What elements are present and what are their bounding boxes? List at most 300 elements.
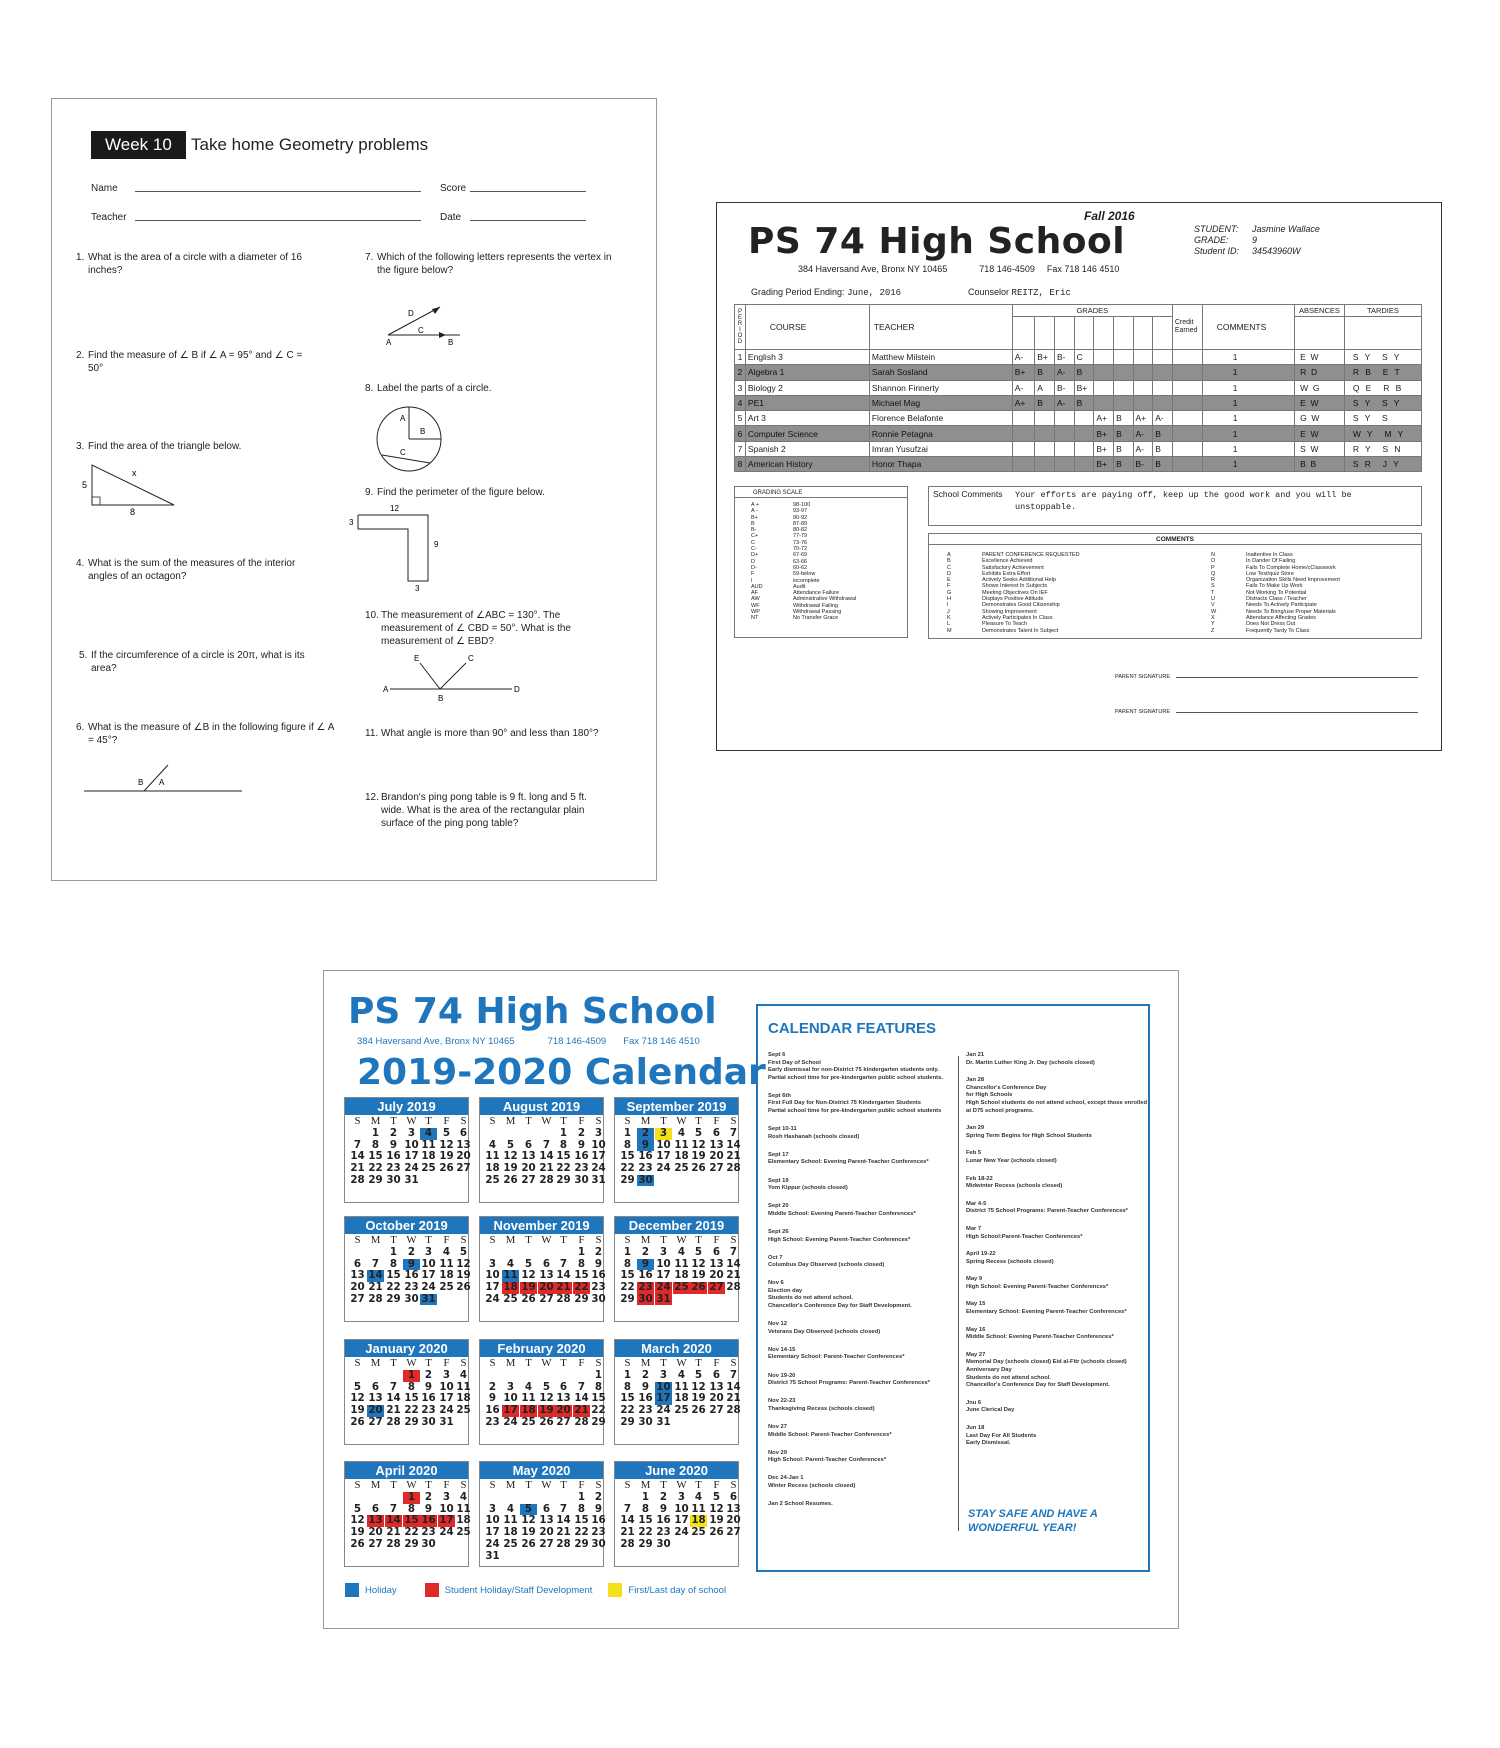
- day-cell[interactable]: 2: [424, 1369, 433, 1381]
- day-cell[interactable]: 12: [709, 1502, 724, 1515]
- day-cell[interactable]: 22: [620, 1404, 635, 1417]
- day-cell[interactable]: 20: [709, 1269, 724, 1282]
- day-cell[interactable]: 18: [421, 1150, 436, 1163]
- day-cell[interactable]: 16: [638, 1269, 653, 1282]
- day-cell[interactable]: 12: [439, 1138, 454, 1151]
- day-cell[interactable]: 31: [485, 1549, 500, 1562]
- day-cell[interactable]: 21: [620, 1526, 635, 1539]
- day-cell[interactable]: 22: [574, 1281, 589, 1294]
- day-cell[interactable]: 1: [641, 1491, 650, 1503]
- day-cell[interactable]: 15: [574, 1269, 589, 1282]
- day-cell[interactable]: 8: [641, 1502, 650, 1515]
- day-cell[interactable]: 14: [350, 1150, 365, 1163]
- day-cell[interactable]: 10: [439, 1502, 454, 1515]
- day-cell[interactable]: 22: [556, 1162, 571, 1175]
- day-cell[interactable]: 11: [691, 1502, 706, 1515]
- day-cell[interactable]: 17: [421, 1269, 436, 1282]
- day-cell[interactable]: 16: [574, 1150, 589, 1163]
- day-cell[interactable]: 6: [559, 1380, 568, 1393]
- day-cell[interactable]: 5: [524, 1257, 533, 1270]
- day-cell[interactable]: 7: [559, 1257, 568, 1270]
- day-cell[interactable]: 27: [521, 1173, 536, 1186]
- day-cell[interactable]: 29: [556, 1173, 571, 1186]
- day-cell[interactable]: 21: [386, 1404, 401, 1417]
- day-cell[interactable]: 26: [521, 1292, 536, 1305]
- parent-signature-2[interactable]: PARENT SIGNATURE: [1115, 709, 1418, 715]
- day-cell[interactable]: 21: [368, 1281, 383, 1294]
- day-cell[interactable]: 30: [638, 1173, 653, 1186]
- day-cell[interactable]: 10: [591, 1138, 606, 1151]
- day-cell[interactable]: 28: [386, 1537, 401, 1550]
- day-cell[interactable]: 7: [623, 1502, 632, 1515]
- day-cell[interactable]: 10: [485, 1514, 500, 1527]
- day-cell[interactable]: 22: [638, 1526, 653, 1539]
- day-cell[interactable]: 7: [542, 1138, 551, 1151]
- day-cell[interactable]: 17: [656, 1392, 671, 1405]
- day-cell[interactable]: 24: [485, 1292, 500, 1305]
- day-cell[interactable]: 18: [439, 1269, 454, 1282]
- day-cell[interactable]: 28: [726, 1281, 741, 1294]
- day-cell[interactable]: 20: [350, 1281, 365, 1294]
- teacher-field[interactable]: Teacher: [91, 212, 421, 223]
- day-cell[interactable]: 23: [638, 1281, 653, 1294]
- day-cell[interactable]: 29: [386, 1292, 401, 1305]
- day-cell[interactable]: 4: [694, 1491, 703, 1503]
- day-cell[interactable]: 19: [456, 1269, 471, 1282]
- day-cell[interactable]: 3: [442, 1369, 451, 1381]
- day-cell[interactable]: 23: [591, 1526, 606, 1539]
- day-cell[interactable]: 27: [539, 1292, 554, 1305]
- day-cell[interactable]: 12: [350, 1514, 365, 1527]
- day-cell[interactable]: 11: [503, 1514, 518, 1527]
- day-cell[interactable]: 14: [556, 1269, 571, 1282]
- day-cell[interactable]: 10: [656, 1380, 671, 1393]
- day-cell[interactable]: 26: [350, 1415, 365, 1428]
- day-cell[interactable]: 19: [691, 1150, 706, 1163]
- day-cell[interactable]: 7: [729, 1127, 738, 1139]
- day-cell[interactable]: 19: [521, 1281, 536, 1294]
- day-cell[interactable]: 18: [521, 1404, 536, 1417]
- day-cell[interactable]: 14: [620, 1514, 635, 1527]
- day-cell[interactable]: 21: [574, 1404, 589, 1417]
- day-cell[interactable]: 31: [656, 1415, 671, 1428]
- day-cell[interactable]: 23: [421, 1526, 436, 1539]
- day-cell[interactable]: 19: [350, 1526, 365, 1539]
- day-cell[interactable]: 27: [368, 1415, 383, 1428]
- day-cell[interactable]: 26: [350, 1537, 365, 1550]
- day-cell[interactable]: 2: [594, 1491, 603, 1503]
- day-cell[interactable]: 18: [674, 1392, 689, 1405]
- day-cell[interactable]: 19: [439, 1150, 454, 1163]
- day-cell[interactable]: 13: [556, 1392, 571, 1405]
- day-cell[interactable]: 23: [485, 1415, 500, 1428]
- day-cell[interactable]: 22: [620, 1162, 635, 1175]
- day-cell[interactable]: 10: [439, 1380, 454, 1393]
- day-cell[interactable]: 22: [386, 1281, 401, 1294]
- day-cell[interactable]: 30: [638, 1415, 653, 1428]
- day-cell[interactable]: 9: [637, 1259, 654, 1271]
- date-field[interactable]: Date: [440, 212, 586, 223]
- day-cell[interactable]: 9: [641, 1380, 650, 1393]
- day-cell[interactable]: 20: [556, 1404, 571, 1417]
- day-cell[interactable]: 2: [659, 1491, 668, 1503]
- day-cell[interactable]: 8: [559, 1138, 568, 1151]
- day-cell[interactable]: 28: [350, 1173, 365, 1186]
- day-cell[interactable]: 10: [485, 1269, 500, 1282]
- day-cell[interactable]: 1: [623, 1369, 632, 1381]
- day-cell[interactable]: 13: [539, 1514, 554, 1527]
- day-cell[interactable]: 5: [459, 1246, 468, 1258]
- day-cell[interactable]: 12: [350, 1392, 365, 1405]
- day-cell[interactable]: 7: [371, 1257, 380, 1270]
- day-cell[interactable]: 19: [350, 1404, 365, 1417]
- day-cell[interactable]: 3: [488, 1502, 497, 1515]
- day-cell[interactable]: 6: [542, 1257, 551, 1270]
- day-cell[interactable]: 22: [404, 1404, 419, 1417]
- day-cell[interactable]: 5: [694, 1127, 703, 1139]
- day-cell[interactable]: 4: [459, 1369, 468, 1381]
- day-cell[interactable]: 16: [421, 1392, 436, 1405]
- day-cell[interactable]: 14: [539, 1150, 554, 1163]
- day-cell[interactable]: 11: [421, 1138, 436, 1151]
- day-cell[interactable]: 1: [403, 1370, 420, 1382]
- day-cell[interactable]: 11: [439, 1257, 454, 1270]
- day-cell[interactable]: 27: [368, 1537, 383, 1550]
- day-cell[interactable]: 21: [556, 1281, 571, 1294]
- day-cell[interactable]: 17: [674, 1514, 689, 1527]
- day-cell[interactable]: 4: [677, 1246, 686, 1258]
- day-cell[interactable]: 1: [371, 1127, 380, 1139]
- day-cell[interactable]: 13: [709, 1257, 724, 1270]
- day-cell[interactable]: 29: [591, 1415, 606, 1428]
- day-cell[interactable]: 31: [421, 1292, 436, 1305]
- day-cell[interactable]: 15: [591, 1392, 606, 1405]
- day-cell[interactable]: 14: [726, 1257, 741, 1270]
- day-cell[interactable]: 13: [709, 1138, 724, 1151]
- day-cell[interactable]: 16: [591, 1269, 606, 1282]
- day-cell[interactable]: 7: [729, 1246, 738, 1258]
- day-cell[interactable]: 4: [506, 1502, 515, 1515]
- day-cell[interactable]: 20: [521, 1162, 536, 1175]
- day-cell[interactable]: 28: [368, 1292, 383, 1305]
- day-cell[interactable]: 13: [456, 1138, 471, 1151]
- day-cell[interactable]: 13: [709, 1380, 724, 1393]
- day-cell[interactable]: 31: [656, 1292, 671, 1305]
- day-cell[interactable]: 2: [637, 1128, 654, 1140]
- day-cell[interactable]: 26: [539, 1415, 554, 1428]
- day-cell[interactable]: 23: [638, 1162, 653, 1175]
- parent-signature-1[interactable]: PARENT SIGNATURE: [1115, 674, 1418, 680]
- day-cell[interactable]: 12: [456, 1257, 471, 1270]
- day-cell[interactable]: 11: [674, 1257, 689, 1270]
- day-cell[interactable]: 27: [709, 1404, 724, 1417]
- day-cell[interactable]: 8: [623, 1380, 632, 1393]
- day-cell[interactable]: 3: [488, 1257, 497, 1270]
- day-cell[interactable]: 27: [539, 1537, 554, 1550]
- day-cell[interactable]: 27: [456, 1162, 471, 1175]
- day-cell[interactable]: 10: [656, 1138, 671, 1151]
- day-cell[interactable]: 9: [659, 1502, 668, 1515]
- day-cell[interactable]: 23: [638, 1404, 653, 1417]
- day-cell[interactable]: 13: [539, 1269, 554, 1282]
- day-cell[interactable]: 17: [503, 1404, 518, 1417]
- day-cell[interactable]: 23: [404, 1281, 419, 1294]
- day-cell[interactable]: 9: [488, 1392, 497, 1405]
- day-cell[interactable]: 14: [386, 1514, 401, 1527]
- day-cell[interactable]: 2: [577, 1127, 586, 1139]
- day-cell[interactable]: 26: [691, 1281, 706, 1294]
- day-cell[interactable]: 27: [556, 1415, 571, 1428]
- day-cell[interactable]: 10: [503, 1392, 518, 1405]
- day-cell[interactable]: 17: [404, 1150, 419, 1163]
- day-cell[interactable]: 11: [485, 1150, 500, 1163]
- day-cell[interactable]: 12: [691, 1138, 706, 1151]
- day-cell[interactable]: 26: [709, 1526, 724, 1539]
- day-cell[interactable]: 28: [556, 1537, 571, 1550]
- day-cell[interactable]: 3: [677, 1491, 686, 1503]
- day-cell[interactable]: 23: [386, 1162, 401, 1175]
- day-cell[interactable]: 27: [709, 1281, 724, 1294]
- day-cell[interactable]: 1: [403, 1492, 420, 1504]
- day-cell[interactable]: 6: [371, 1502, 380, 1515]
- day-cell[interactable]: 17: [656, 1150, 671, 1163]
- day-cell[interactable]: 3: [407, 1127, 416, 1139]
- day-cell[interactable]: 3: [655, 1128, 672, 1140]
- day-cell[interactable]: 3: [506, 1380, 515, 1393]
- day-cell[interactable]: 5: [506, 1138, 515, 1151]
- day-cell[interactable]: 5: [712, 1491, 721, 1503]
- day-cell[interactable]: 1: [594, 1369, 603, 1381]
- day-cell[interactable]: 25: [456, 1526, 471, 1539]
- day-cell[interactable]: 12: [503, 1150, 518, 1163]
- day-cell[interactable]: 15: [638, 1514, 653, 1527]
- day-cell[interactable]: 8: [389, 1257, 398, 1270]
- day-cell[interactable]: 11: [674, 1138, 689, 1151]
- day-cell[interactable]: 2: [488, 1380, 497, 1393]
- day-cell[interactable]: 9: [637, 1140, 654, 1152]
- day-cell[interactable]: 20: [368, 1526, 383, 1539]
- day-cell[interactable]: 25: [674, 1162, 689, 1175]
- day-cell[interactable]: 13: [350, 1269, 365, 1282]
- day-cell[interactable]: 15: [620, 1150, 635, 1163]
- day-cell[interactable]: 8: [623, 1138, 632, 1151]
- day-cell[interactable]: 16: [638, 1392, 653, 1405]
- day-cell[interactable]: 31: [439, 1415, 454, 1428]
- day-cell[interactable]: 27: [726, 1526, 741, 1539]
- day-cell[interactable]: 16: [638, 1150, 653, 1163]
- day-cell[interactable]: 24: [439, 1404, 454, 1417]
- day-cell[interactable]: 4: [420, 1128, 437, 1140]
- day-cell[interactable]: 16: [421, 1514, 436, 1527]
- day-cell[interactable]: 11: [521, 1392, 536, 1405]
- day-cell[interactable]: 29: [574, 1537, 589, 1550]
- day-cell[interactable]: 5: [442, 1127, 451, 1139]
- day-cell[interactable]: 27: [709, 1162, 724, 1175]
- day-cell[interactable]: 6: [712, 1369, 721, 1381]
- day-cell[interactable]: 2: [389, 1127, 398, 1139]
- day-cell[interactable]: 7: [559, 1502, 568, 1515]
- day-cell[interactable]: 3: [442, 1491, 451, 1503]
- day-cell[interactable]: 13: [368, 1514, 383, 1527]
- day-cell[interactable]: 5: [694, 1246, 703, 1258]
- day-cell[interactable]: 15: [404, 1392, 419, 1405]
- day-cell[interactable]: 7: [389, 1380, 398, 1393]
- day-cell[interactable]: 21: [726, 1269, 741, 1282]
- day-cell[interactable]: 17: [656, 1269, 671, 1282]
- day-cell[interactable]: 18: [456, 1514, 471, 1527]
- day-cell[interactable]: 18: [674, 1269, 689, 1282]
- name-field[interactable]: Name: [91, 183, 421, 194]
- day-cell[interactable]: 2: [424, 1491, 433, 1503]
- day-cell[interactable]: 1: [389, 1246, 398, 1258]
- day-cell[interactable]: 30: [591, 1537, 606, 1550]
- day-cell[interactable]: 18: [503, 1281, 518, 1294]
- day-cell[interactable]: 17: [591, 1150, 606, 1163]
- day-cell[interactable]: 15: [620, 1269, 635, 1282]
- day-cell[interactable]: 15: [574, 1514, 589, 1527]
- day-cell[interactable]: 30: [591, 1292, 606, 1305]
- day-cell[interactable]: 8: [577, 1257, 586, 1270]
- day-cell[interactable]: 28: [556, 1292, 571, 1305]
- day-cell[interactable]: 9: [389, 1138, 398, 1151]
- day-cell[interactable]: 30: [638, 1292, 653, 1305]
- day-cell[interactable]: 17: [485, 1281, 500, 1294]
- day-cell[interactable]: 5: [542, 1380, 551, 1393]
- day-cell[interactable]: 30: [656, 1537, 671, 1550]
- day-cell[interactable]: 15: [620, 1392, 635, 1405]
- day-cell[interactable]: 29: [404, 1415, 419, 1428]
- day-cell[interactable]: 18: [674, 1150, 689, 1163]
- day-cell[interactable]: 4: [459, 1491, 468, 1503]
- day-cell[interactable]: 25: [485, 1173, 500, 1186]
- day-cell[interactable]: 29: [620, 1173, 635, 1186]
- day-cell[interactable]: 11: [456, 1502, 471, 1515]
- day-cell[interactable]: 31: [404, 1173, 419, 1186]
- day-cell[interactable]: 22: [620, 1281, 635, 1294]
- day-cell[interactable]: 20: [539, 1526, 554, 1539]
- day-cell[interactable]: 28: [726, 1162, 741, 1175]
- day-cell[interactable]: 7: [729, 1369, 738, 1381]
- day-cell[interactable]: 9: [594, 1502, 603, 1515]
- day-cell[interactable]: 1: [577, 1246, 586, 1258]
- day-cell[interactable]: 16: [591, 1514, 606, 1527]
- day-cell[interactable]: 6: [712, 1127, 721, 1139]
- day-cell[interactable]: 30: [386, 1173, 401, 1186]
- day-cell[interactable]: 21: [350, 1162, 365, 1175]
- day-cell[interactable]: 2: [641, 1246, 650, 1258]
- day-cell[interactable]: 10: [656, 1257, 671, 1270]
- day-cell[interactable]: 12: [539, 1392, 554, 1405]
- day-cell[interactable]: 12: [691, 1257, 706, 1270]
- day-cell[interactable]: 25: [521, 1415, 536, 1428]
- day-cell[interactable]: 25: [421, 1162, 436, 1175]
- day-cell[interactable]: 8: [371, 1138, 380, 1151]
- day-cell[interactable]: 24: [439, 1526, 454, 1539]
- day-cell[interactable]: 14: [574, 1392, 589, 1405]
- day-cell[interactable]: 15: [404, 1514, 419, 1527]
- day-cell[interactable]: 6: [371, 1380, 380, 1393]
- day-cell[interactable]: 30: [574, 1173, 589, 1186]
- day-cell[interactable]: 21: [556, 1526, 571, 1539]
- day-cell[interactable]: 1: [577, 1491, 586, 1503]
- day-cell[interactable]: 19: [539, 1404, 554, 1417]
- day-cell[interactable]: 20: [709, 1392, 724, 1405]
- day-cell[interactable]: 22: [368, 1162, 383, 1175]
- day-cell[interactable]: 3: [594, 1127, 603, 1139]
- day-cell[interactable]: 30: [421, 1415, 436, 1428]
- day-cell[interactable]: 17: [439, 1392, 454, 1405]
- day-cell[interactable]: 25: [674, 1404, 689, 1417]
- day-cell[interactable]: 14: [386, 1392, 401, 1405]
- day-cell[interactable]: 4: [506, 1257, 515, 1270]
- day-cell[interactable]: 24: [591, 1162, 606, 1175]
- day-cell[interactable]: 29: [574, 1292, 589, 1305]
- day-cell[interactable]: 1: [623, 1246, 632, 1258]
- day-cell[interactable]: 20: [368, 1404, 383, 1417]
- day-cell[interactable]: 8: [594, 1380, 603, 1393]
- day-cell[interactable]: 15: [556, 1150, 571, 1163]
- day-cell[interactable]: 28: [386, 1415, 401, 1428]
- day-cell[interactable]: 5: [353, 1502, 362, 1515]
- day-cell[interactable]: 17: [485, 1526, 500, 1539]
- day-cell[interactable]: 9: [577, 1138, 586, 1151]
- day-cell[interactable]: 15: [386, 1269, 401, 1282]
- day-cell[interactable]: 4: [524, 1380, 533, 1393]
- day-cell[interactable]: 2: [641, 1369, 650, 1381]
- day-cell[interactable]: 14: [368, 1269, 383, 1282]
- day-cell[interactable]: 5: [694, 1369, 703, 1381]
- day-cell[interactable]: 11: [456, 1380, 471, 1393]
- day-cell[interactable]: 24: [503, 1415, 518, 1428]
- day-cell[interactable]: 25: [456, 1404, 471, 1417]
- day-cell[interactable]: 9: [403, 1259, 420, 1271]
- day-cell[interactable]: 28: [539, 1173, 554, 1186]
- day-cell[interactable]: 9: [594, 1257, 603, 1270]
- day-cell[interactable]: 14: [556, 1514, 571, 1527]
- day-cell[interactable]: 13: [368, 1392, 383, 1405]
- day-cell[interactable]: 31: [591, 1173, 606, 1186]
- day-cell[interactable]: 29: [620, 1292, 635, 1305]
- day-cell[interactable]: 20: [709, 1150, 724, 1163]
- day-cell[interactable]: 26: [691, 1162, 706, 1175]
- day-cell[interactable]: 19: [691, 1269, 706, 1282]
- day-cell[interactable]: 3: [424, 1246, 433, 1258]
- day-cell[interactable]: 11: [503, 1269, 518, 1282]
- day-cell[interactable]: 19: [691, 1392, 706, 1405]
- day-cell[interactable]: 23: [656, 1526, 671, 1539]
- day-cell[interactable]: 8: [577, 1502, 586, 1515]
- day-cell[interactable]: 9: [424, 1380, 433, 1393]
- day-cell[interactable]: 10: [674, 1502, 689, 1515]
- day-cell[interactable]: 16: [485, 1404, 500, 1417]
- day-cell[interactable]: 30: [421, 1537, 436, 1550]
- day-cell[interactable]: 26: [503, 1173, 518, 1186]
- day-cell[interactable]: 24: [485, 1537, 500, 1550]
- day-cell[interactable]: 24: [656, 1162, 671, 1175]
- day-cell[interactable]: 16: [656, 1514, 671, 1527]
- day-cell[interactable]: 28: [726, 1404, 741, 1417]
- day-cell[interactable]: 18: [456, 1392, 471, 1405]
- day-cell[interactable]: 22: [404, 1526, 419, 1539]
- day-cell[interactable]: 20: [456, 1150, 471, 1163]
- day-cell[interactable]: 19: [521, 1526, 536, 1539]
- day-cell[interactable]: 26: [691, 1404, 706, 1417]
- score-field[interactable]: Score: [440, 183, 586, 194]
- day-cell[interactable]: 4: [488, 1138, 497, 1151]
- day-cell[interactable]: 24: [656, 1281, 671, 1294]
- day-cell[interactable]: 21: [726, 1392, 741, 1405]
- day-cell[interactable]: 4: [677, 1369, 686, 1381]
